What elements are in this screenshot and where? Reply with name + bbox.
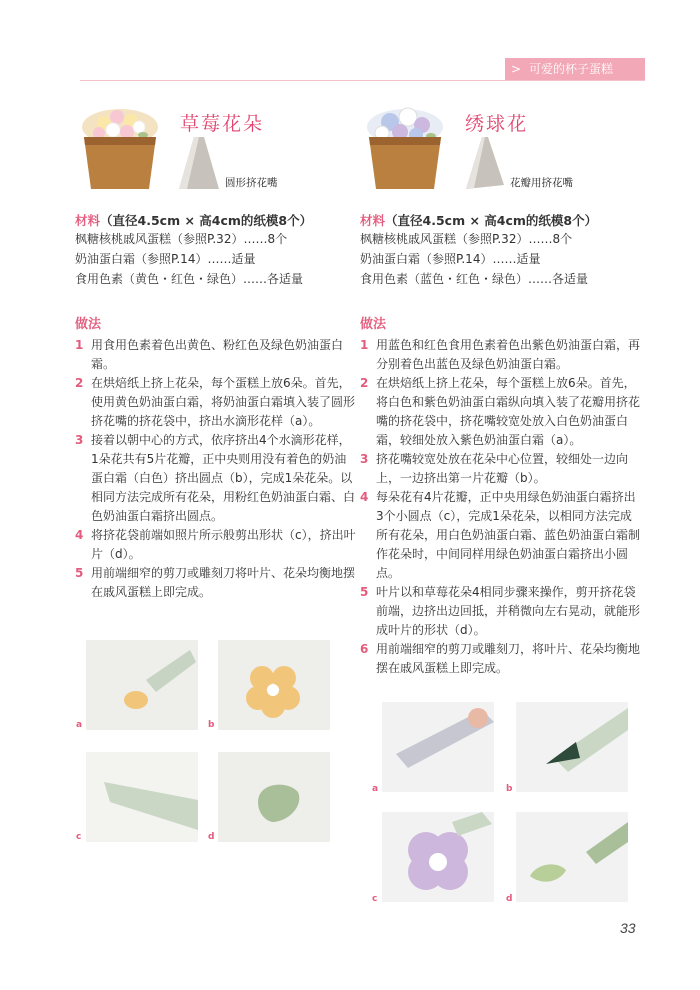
- step-item: 4 每朵花有4片花瓣，正中央用绿色奶油蛋白霜挤出3个小圆点（c），完成1朵花朵，以相同方法完成所有花朵，用白色奶油蛋白霜、蓝色奶油蛋白霜制作花朵时，中间同样用绿色奶油蛋白霜挤出小圆点。: [360, 490, 641, 580]
- photo-label: d: [208, 832, 215, 842]
- material-item: 枫糖核桃戚风蛋糕（参照P.32）……8个: [75, 232, 288, 246]
- nozzle-label: 花瓣用挤花嘴: [510, 177, 573, 189]
- materials-heading: 材料（直径4.5cm × 高4cm的纸模8个）: [75, 213, 313, 228]
- ribbon-label: 可爱的杯子蛋糕: [529, 62, 614, 76]
- photo-label: a: [372, 784, 379, 794]
- recipe-title: 绣球花: [465, 113, 529, 135]
- photo-label: b: [506, 784, 513, 794]
- recipe-title: 草莓花朵: [180, 113, 265, 135]
- step-item: 3 挤花嘴较宽处放在花朵中心位置，较细处一边向上，一边挤出第一片花瓣（b）。: [360, 452, 629, 485]
- recipe-hydrangea: [360, 95, 642, 678]
- material-item: 奶油蛋白霜（参照P.14）……适量: [360, 252, 541, 266]
- round-nozzle-image: [175, 135, 223, 191]
- step-item: 2 在烘焙纸上挤上花朵，每个蛋糕上放6朵。首先，使用黄色奶油蛋白霜，将奶油蛋白霜填入装了圆形挤花嘴的挤花袋中，挤出水滴形花样（a）。: [75, 376, 356, 428]
- nozzle-label: 圆形挤花嘴: [225, 177, 278, 189]
- cupcake-image: [79, 97, 161, 193]
- method-heading: 做法: [360, 317, 387, 332]
- material-item: 枫糖核桃戚风蛋糕（参照P.32）……8个: [360, 232, 573, 246]
- photo-c: [382, 812, 494, 902]
- step-item: 6 用前端细窄的剪刀或雕刻刀，将叶片、花朵均衡地摆在戚风蛋糕上即完成。: [360, 642, 641, 675]
- material-item: 食用色素（蓝色・红色・绿色）……各适量: [360, 272, 589, 286]
- photo-b: [218, 640, 330, 730]
- photo-a: [382, 702, 494, 792]
- section-ribbon: [505, 58, 645, 80]
- header-divider: [80, 80, 645, 81]
- step-item: 5 用前端细窄的剪刀或雕刻刀将叶片、花朵均衡地摆在戚风蛋糕上即完成。: [75, 566, 356, 599]
- photo-b: [516, 702, 628, 792]
- page-number: 33: [620, 920, 636, 936]
- recipe-strawberry-flower: [75, 95, 357, 602]
- material-item: 奶油蛋白霜（参照P.14）……适量: [75, 252, 256, 266]
- step-item: 5 叶片以和草莓花朵4相同步骤来操作，剪开挤花袋前端，边挤出边回抵，并稍微向左右晃动，就能形成叶片的形状（d）。: [360, 585, 641, 637]
- chevron-right-icon: >: [511, 62, 522, 76]
- photo-label: a: [76, 720, 83, 730]
- step-item: 4 将挤花袋前端如照片所示般剪出形状（c），挤出叶片（d）。: [75, 528, 356, 561]
- step-item: 2 在烘焙纸上挤上花朵，每个蛋糕上放6朵。首先，将白色和紫色奶油蛋白霜纵向填入装了花瓣用挤花嘴的挤花袋中，挤花嘴较宽处放入白色奶油蛋白霜，较细处放入紫色奶油蛋白霜（a）。: [360, 376, 641, 447]
- photo-label: c: [372, 894, 378, 904]
- hero-area: [360, 95, 642, 203]
- photo-c: [86, 752, 198, 842]
- step-item: 3 接着以朝中心的方式，依序挤出4个水滴形花样，1朵花共有5片花瓣，正中央则用没有着色的奶油蛋白霜（白色）挤出圆点（b），完成1朵花朵。以相同方法完成所有花朵，用粉红色奶油蛋白霜、白色奶油蛋白霜挤出圆点。: [75, 433, 356, 523]
- material-item: 食用色素（黄色・红色・绿色）……各适量: [75, 272, 304, 286]
- photo-label: d: [506, 894, 513, 904]
- step-item: 1 用食用色素着色出黄色、粉红色及绿色奶油蛋白霜。: [75, 338, 344, 371]
- photo-d: [516, 812, 628, 902]
- photo-label: c: [76, 832, 82, 842]
- photo-d: [218, 752, 330, 842]
- photo-label: b: [208, 720, 215, 730]
- method-heading: 做法: [75, 317, 102, 332]
- hero-area: [75, 95, 357, 203]
- step-item: 1 用蓝色和红色食用色素着色出紫色奶油蛋白霜，再分别着色出蓝色及绿色奶油蛋白霜。: [360, 338, 641, 371]
- materials-heading: 材料（直径4.5cm × 高4cm的纸模8个）: [360, 213, 598, 228]
- petal-nozzle-image: [460, 135, 508, 191]
- cupcake-image: [364, 97, 446, 193]
- photo-a: [86, 640, 198, 730]
